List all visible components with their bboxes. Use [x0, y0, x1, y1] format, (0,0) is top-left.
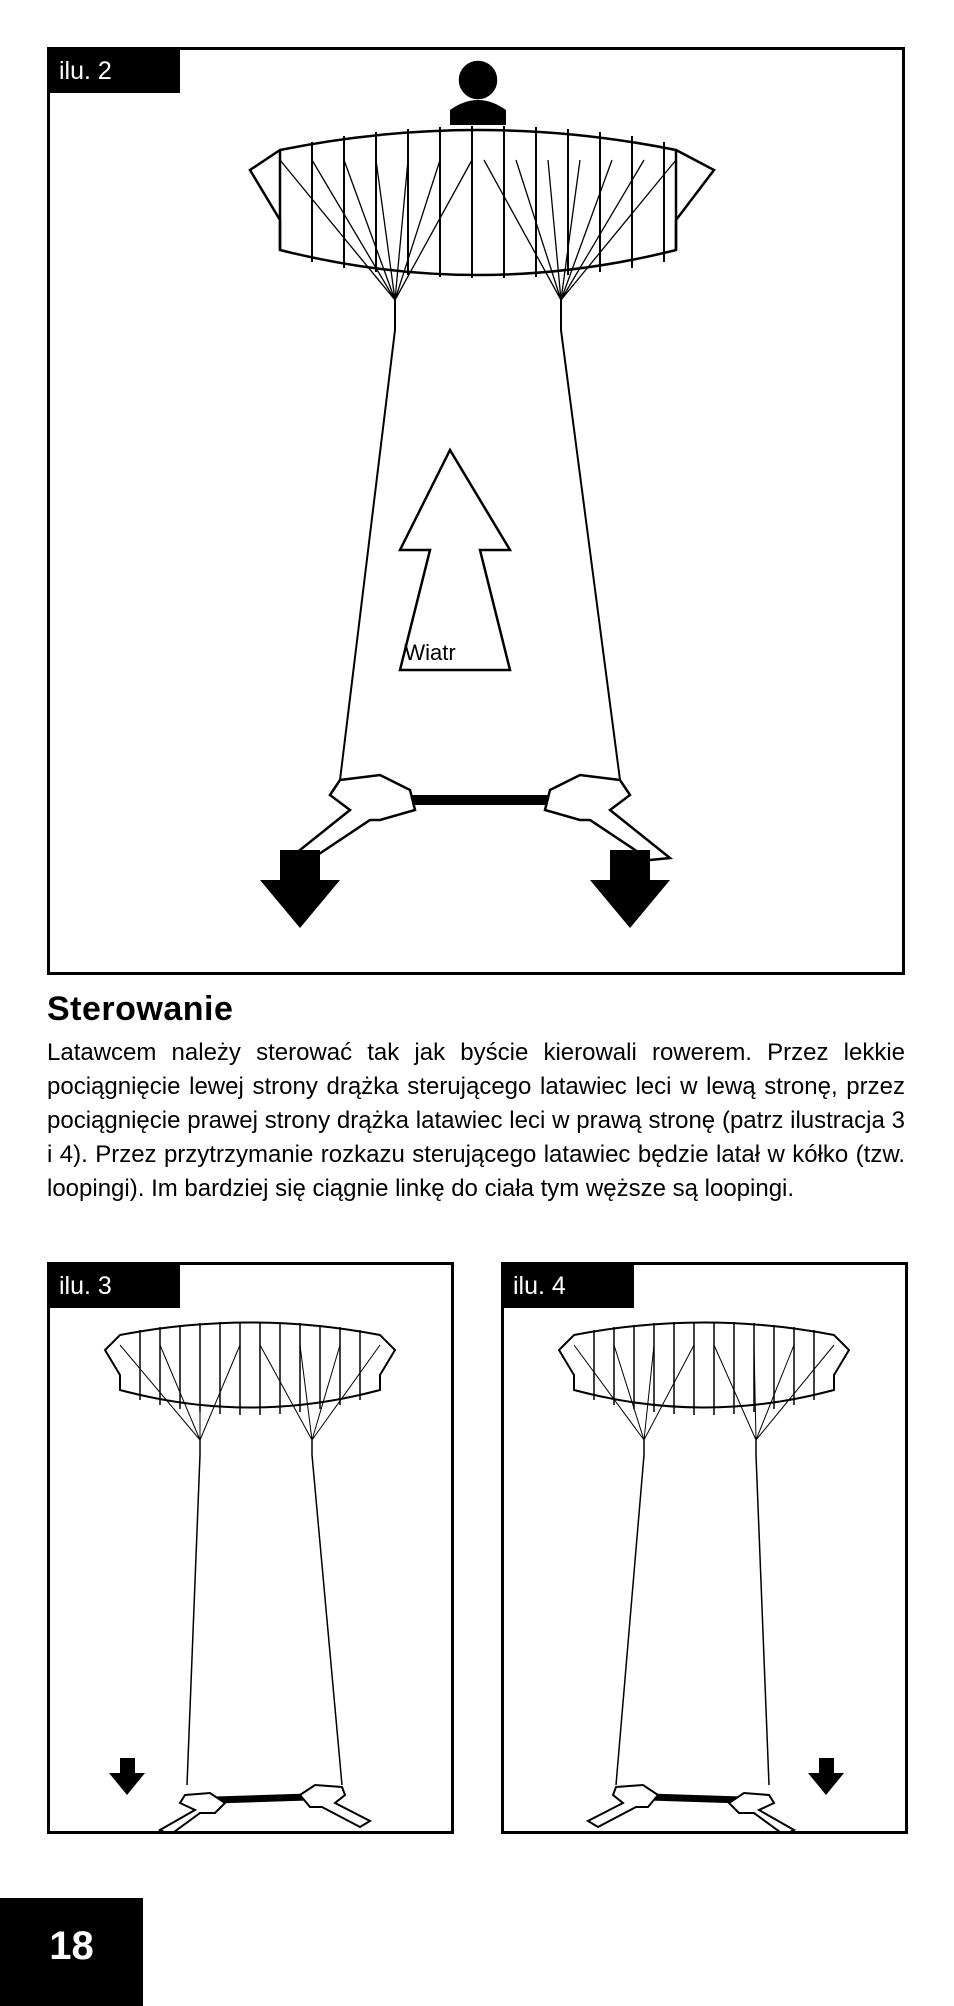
kite-canopy [559, 1323, 849, 1408]
kite-left-turn-diagram [50, 1265, 451, 1831]
right-hand-icon [545, 775, 670, 860]
person-head-icon [460, 62, 496, 98]
figure-label: ilu. 2 [50, 50, 180, 93]
body-paragraph: Latawcem należy sterować tak jak byście kierowali rowerem. Przez lekkie pociągnięcie lewej strony drążka sterującego latawiec leci w lewą stronę, przez pociągnięcie prawej strony drążka latawiec leci w prawą stronę (patrz ilustracja 3 i 4). Przez przytrzymanie rozkazu sterującego latawiec będzie latał w kółko (tzw. loopingi). Im bardziej się ciągnie linkę do ciała tym węższe są loopingi. [47, 1039, 905, 1202]
control-bar [215, 1797, 308, 1800]
control-bar [649, 1797, 742, 1800]
illustration-2 [47, 47, 905, 975]
kite-right-turn-diagram [504, 1265, 905, 1831]
left-hand-icon [290, 775, 415, 860]
kite-wind-diagram [50, 50, 902, 972]
kite-canopy [105, 1323, 395, 1408]
person-body-icon [450, 100, 506, 125]
section-heading: Sterowanie [47, 990, 234, 1028]
pull-arrow-left-icon [109, 1758, 145, 1795]
pull-arrow-right-icon [808, 1758, 844, 1795]
figure-label: ilu. 4 [504, 1265, 634, 1308]
left-hand-icon [160, 1793, 225, 1831]
section-body [47, 1036, 905, 1206]
kite-canopy [250, 130, 714, 275]
illustration-3 [47, 1262, 454, 1834]
right-hand-icon [300, 1785, 370, 1827]
right-hand-icon [729, 1793, 794, 1831]
left-hand-icon [588, 1785, 658, 1827]
pull-arrow-left-icon [260, 850, 340, 928]
figure-label: ilu. 3 [50, 1265, 180, 1308]
illustration-4 [501, 1262, 908, 1834]
pull-arrow-right-icon [590, 850, 670, 928]
wind-arrow-icon [400, 450, 510, 670]
page-number: 18 [0, 1898, 143, 2006]
wind-label: Wiatr [404, 640, 456, 665]
